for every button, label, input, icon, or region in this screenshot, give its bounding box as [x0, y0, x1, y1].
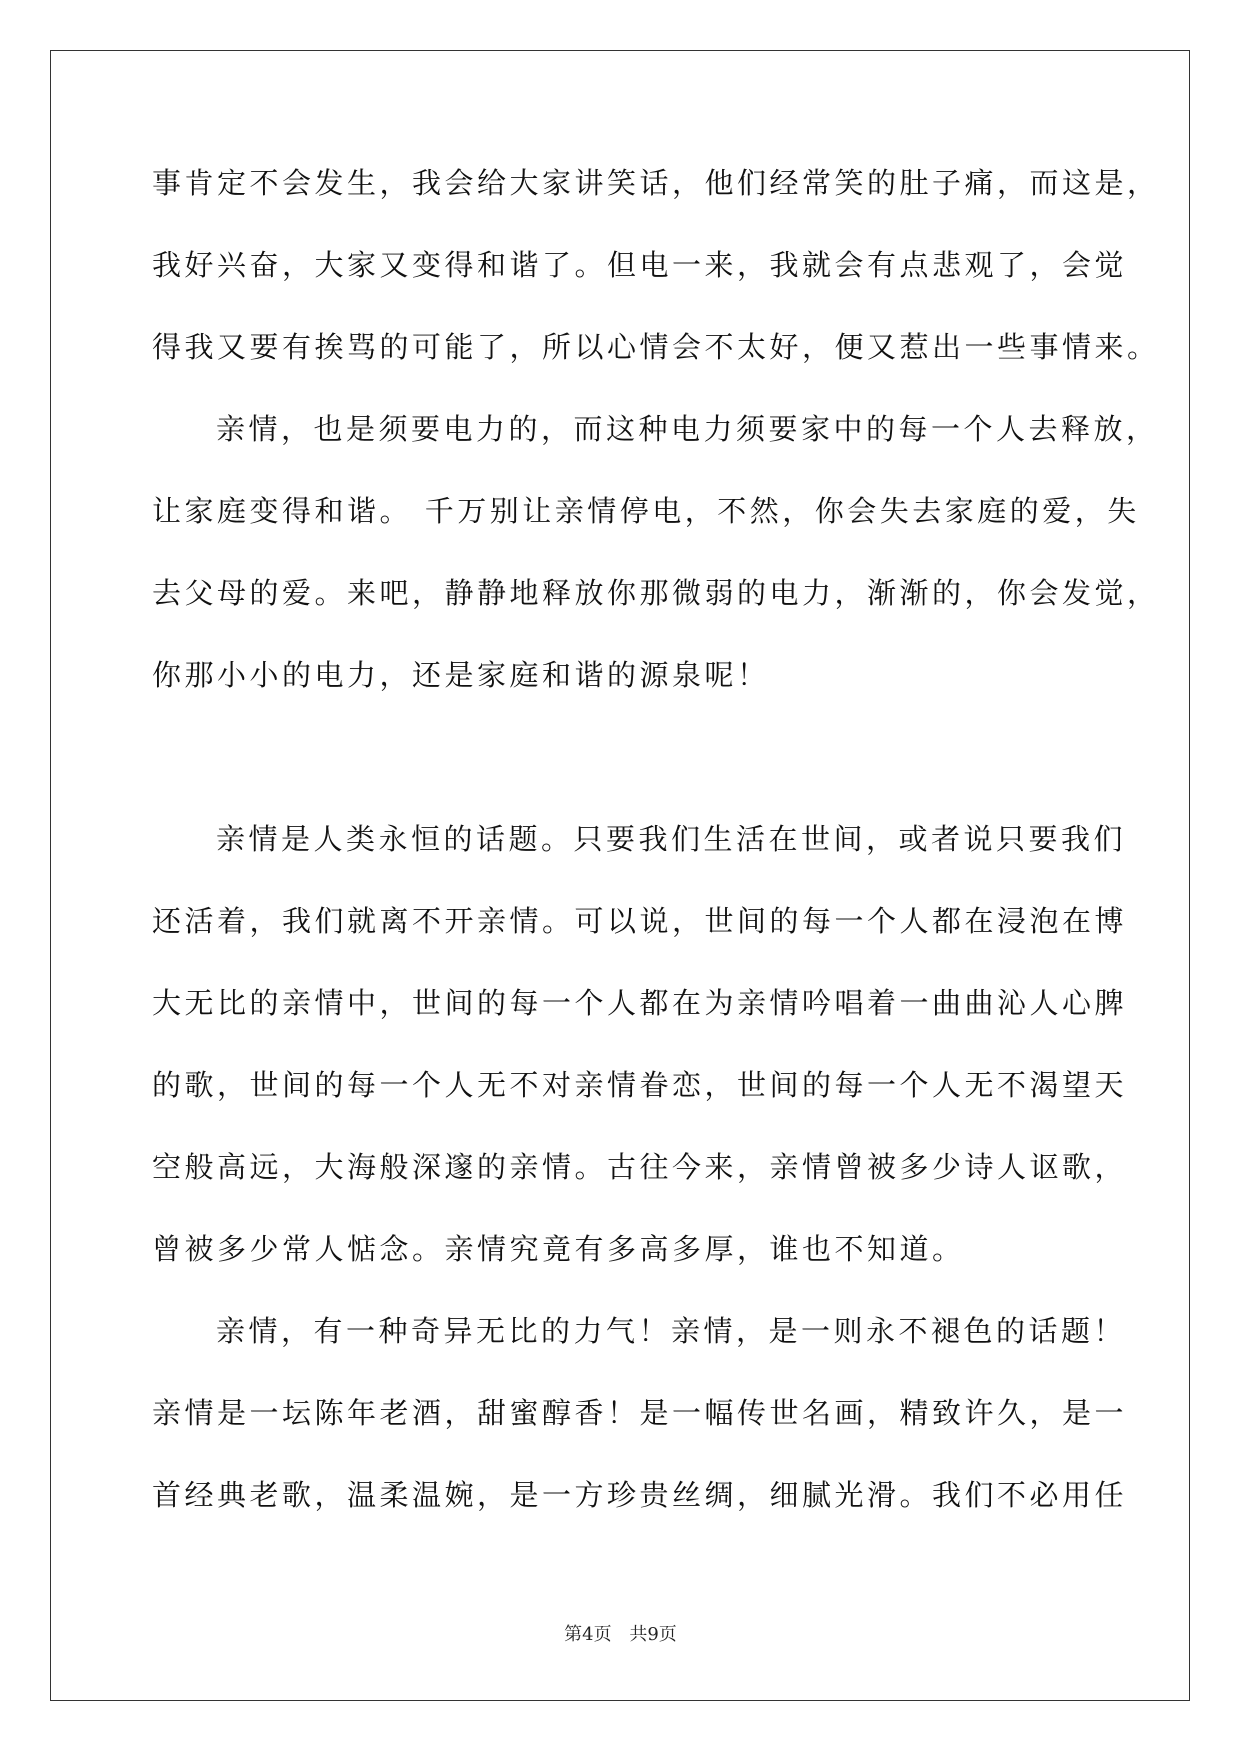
- text-line: 亲情是一坛陈年老酒，甜蜜醇香！是一幅传世名画，精致许久，是一: [152, 1396, 1128, 1430]
- text-line: 亲情，也是须要电力的，而这种电力须要家中的每一个人去释放，: [216, 412, 1159, 446]
- text-line: 得我又要有挨骂的可能了，所以心情会不太好，便又惹出一些事情来。: [152, 330, 1160, 364]
- text-line: 亲情是人类永恒的话题。只要我们生活在世间，或者说只要我们: [216, 822, 1127, 856]
- text-line: 空般高远，大海般深邃的亲情。古往今来，亲情曾被多少诗人讴歌，: [152, 1150, 1128, 1184]
- text-line: 大无比的亲情中，世间的每一个人都在为亲情吟唱着一曲曲沁人心脾: [152, 986, 1128, 1020]
- page-number: 第4页: [564, 1624, 612, 1645]
- text-line: 亲情，有一种奇异无比的力气！亲情，是一则永不褪色的话题！: [216, 1314, 1127, 1348]
- page-footer: [0, 1620, 1241, 1646]
- text-line: 事肯定不会发生，我会给大家讲笑话，他们经常笑的肚子痛，而这是，: [152, 166, 1160, 200]
- text-line: 曾被多少常人惦念。亲情究竟有多高多厚，谁也不知道。: [152, 1232, 965, 1266]
- document-body: [152, 160, 1160, 1554]
- page-total: 共9页: [629, 1624, 677, 1645]
- paragraph-gap: [152, 734, 1092, 816]
- text-line: 让家庭变得和谐。 千万别让亲情停电，不然，你会失去家庭的爱，失: [152, 494, 1140, 528]
- text-line: 我好兴奋，大家又变得和谐了。但电一来，我就会有点悲观了，会觉: [152, 248, 1128, 282]
- text-line: 首经典老歌，温柔温婉，是一方珍贵丝绸，细腻光滑。我们不必用任: [152, 1478, 1128, 1512]
- text-line: 还活着，我们就离不开亲情。可以说，世间的每一个人都在浸泡在博: [152, 904, 1128, 938]
- text-line: 你那小小的电力，还是家庭和谐的源泉呢！: [152, 658, 770, 692]
- text-line: 去父母的爱。来吧，静静地释放你那微弱的电力，渐渐的，你会发觉，: [152, 576, 1160, 610]
- text-line: 的歌，世间的每一个人无不对亲情眷恋，世间的每一个人无不渴望天: [152, 1068, 1128, 1102]
